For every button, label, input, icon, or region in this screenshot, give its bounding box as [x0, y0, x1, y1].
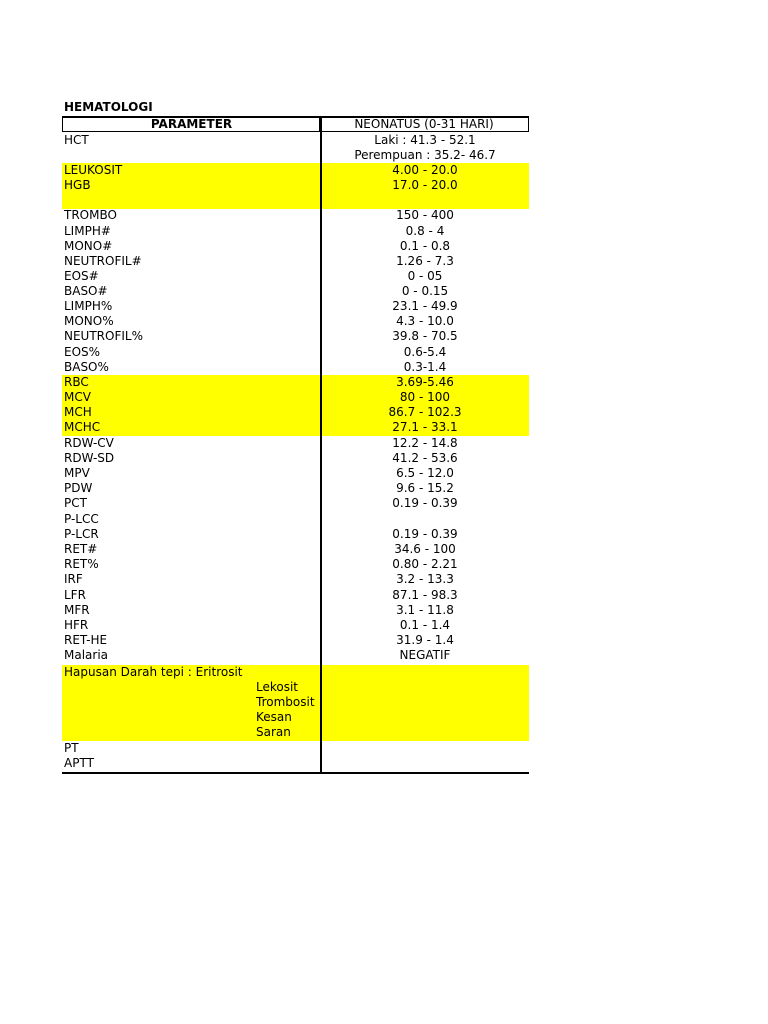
- table-row: [62, 224, 529, 239]
- table-row: [62, 603, 529, 618]
- table-row: [62, 269, 529, 284]
- range-cell: 4.3 - 10.0: [396, 314, 454, 329]
- range-cell: 4.00 - 20.0: [392, 163, 458, 177]
- parameter-cell: RDW-SD: [64, 450, 115, 465]
- range-cell: NEGATIF: [399, 648, 451, 663]
- parameter-cell: Hapusan Darah tepi : Eritrosit: [64, 664, 243, 679]
- table-row: [62, 284, 529, 299]
- parameter-cell: NEUTROFIL#: [64, 253, 142, 268]
- parameter-cell: PDW: [64, 481, 93, 496]
- range-cell: Laki : 41.3 - 52.1: [374, 133, 476, 147]
- range-cell: 3.2 - 13.3: [396, 572, 454, 587]
- range-cell: 86.7 - 102.3: [388, 405, 462, 420]
- table-row: [62, 618, 529, 633]
- range-cell: 0.19 - 0.39: [392, 496, 458, 511]
- table-row: [62, 542, 529, 557]
- sub-parameter-cell: Kesan: [256, 710, 292, 725]
- parameter-cell: Malaria: [64, 648, 109, 663]
- table-row: [62, 648, 529, 663]
- table-row: [62, 345, 529, 360]
- range-cell: 12.2 - 14.8: [392, 435, 458, 450]
- table-row: [62, 572, 529, 587]
- section-title: HEMATOLOGI: [64, 100, 153, 114]
- parameter-cell: LEUKOSIT: [64, 163, 123, 177]
- parameter-cell: HFR: [64, 618, 89, 632]
- column-divider: [320, 116, 322, 773]
- range-cell: 150 - 400: [396, 208, 454, 222]
- sub-parameter-cell: Saran: [256, 725, 291, 740]
- table-row: [62, 680, 529, 695]
- range-cell: 39.8 - 70.5: [392, 329, 458, 344]
- table-row: [62, 178, 529, 193]
- table-row: [62, 527, 529, 542]
- range-cell: 80 - 100: [399, 390, 451, 404]
- parameter-cell: RET#: [64, 542, 98, 556]
- table-bottom-border: [62, 772, 529, 774]
- table-row: [62, 588, 529, 603]
- range-cell: 0.80 - 2.21: [392, 557, 458, 572]
- table-row: [62, 329, 529, 344]
- table-row: [62, 512, 529, 527]
- range-cell: 0.1 - 1.4: [399, 618, 451, 632]
- range-cell: 0.19 - 0.39: [392, 526, 458, 541]
- parameter-cell: P-LCR: [64, 526, 99, 541]
- header-range: NEONATUS (0-31 HARI): [354, 117, 494, 131]
- table-row: [62, 725, 529, 740]
- parameter-cell: EOS#: [64, 268, 99, 283]
- table-row: [62, 481, 529, 496]
- table-row: [62, 741, 529, 756]
- range-cell: 27.1 - 33.1: [392, 420, 458, 435]
- parameter-cell: HCT: [64, 133, 89, 147]
- range-cell: 9.6 - 15.2: [396, 481, 454, 496]
- range-cell: 87.1 - 98.3: [392, 587, 458, 602]
- parameter-cell: MONO%: [64, 314, 114, 329]
- range-cell: 17.0 - 20.0: [392, 178, 458, 192]
- range-cell: Perempuan : 35.2- 46.7: [354, 148, 496, 162]
- range-cell: 0.1 - 0.8: [399, 238, 451, 253]
- range-cell: 0.6-5.4: [403, 344, 447, 359]
- table-row: [62, 314, 529, 329]
- table-row: [62, 695, 529, 710]
- range-cell: 31.9 - 1.4: [396, 633, 454, 648]
- table-row: [62, 466, 529, 481]
- parameter-cell: HGB: [64, 178, 91, 192]
- parameter-cell: MCV: [64, 390, 91, 404]
- range-cell: 1.26 - 7.3: [396, 253, 454, 268]
- parameter-cell: RBC: [64, 374, 89, 389]
- range-cell: 34.6 - 100: [394, 542, 456, 556]
- table-row: [62, 163, 529, 178]
- table-row: [62, 633, 529, 648]
- range-cell: 0 - 05: [407, 268, 443, 283]
- parameter-cell: LFR: [64, 587, 86, 602]
- parameter-cell: P-LCC: [64, 511, 99, 526]
- range-cell: 41.2 - 53.6: [392, 450, 458, 465]
- parameter-cell: LIMPH#: [64, 223, 111, 238]
- table-row: [62, 405, 529, 420]
- table-row: [62, 133, 529, 148]
- table-row: [62, 390, 529, 405]
- parameter-cell: RET-HE: [64, 633, 108, 648]
- range-cell: 0.3-1.4: [403, 359, 447, 374]
- table-row: [62, 375, 529, 390]
- parameter-cell: RDW-CV: [64, 435, 114, 450]
- range-cell: 3.69-5.46: [396, 374, 454, 389]
- table-row: [62, 193, 529, 209]
- parameter-cell: BASO%: [64, 359, 109, 374]
- table-header: [62, 116, 529, 132]
- parameter-cell: MONO#: [64, 238, 113, 253]
- header-parameter: PARAMETER: [150, 117, 233, 131]
- parameter-cell: EOS%: [64, 344, 101, 359]
- range-cell: 0 - 0.15: [401, 284, 449, 298]
- parameter-cell: PT: [64, 740, 79, 755]
- table-row: [62, 299, 529, 314]
- table-row: [62, 451, 529, 466]
- range-cell: 23.1 - 49.9: [392, 299, 458, 314]
- table-row: [62, 254, 529, 269]
- parameter-cell: PCT: [64, 496, 87, 511]
- table-row: [62, 710, 529, 725]
- table-row: [62, 208, 529, 223]
- parameter-cell: MFR: [64, 602, 90, 617]
- sub-parameter-cell: Lekosit: [256, 679, 299, 694]
- range-cell: 0.8 - 4: [405, 223, 445, 238]
- parameter-cell: MCH: [64, 405, 92, 420]
- parameter-cell: APTT: [64, 756, 94, 770]
- table-row: [62, 239, 529, 254]
- table-row: [62, 360, 529, 375]
- parameter-cell: TROMBO: [64, 208, 117, 222]
- range-cell: 3.1 - 11.8: [396, 602, 454, 617]
- parameter-cell: NEUTROFIL%: [64, 329, 143, 344]
- parameter-cell: MCHC: [64, 420, 101, 435]
- parameter-cell: IRF: [64, 572, 83, 587]
- table-row: [62, 496, 529, 511]
- table-row: [62, 557, 529, 572]
- table-row: [62, 665, 529, 680]
- parameter-cell: BASO#: [64, 284, 108, 298]
- table-row: [62, 436, 529, 451]
- table-row: [62, 148, 529, 163]
- sub-parameter-cell: Trombosit: [256, 695, 315, 709]
- parameter-cell: RET%: [64, 557, 99, 572]
- range-cell: 6.5 - 12.0: [396, 466, 454, 480]
- parameter-cell: MPV: [64, 466, 90, 480]
- parameter-cell: LIMPH%: [64, 299, 113, 314]
- table-row: [62, 756, 529, 771]
- table-row: [62, 420, 529, 435]
